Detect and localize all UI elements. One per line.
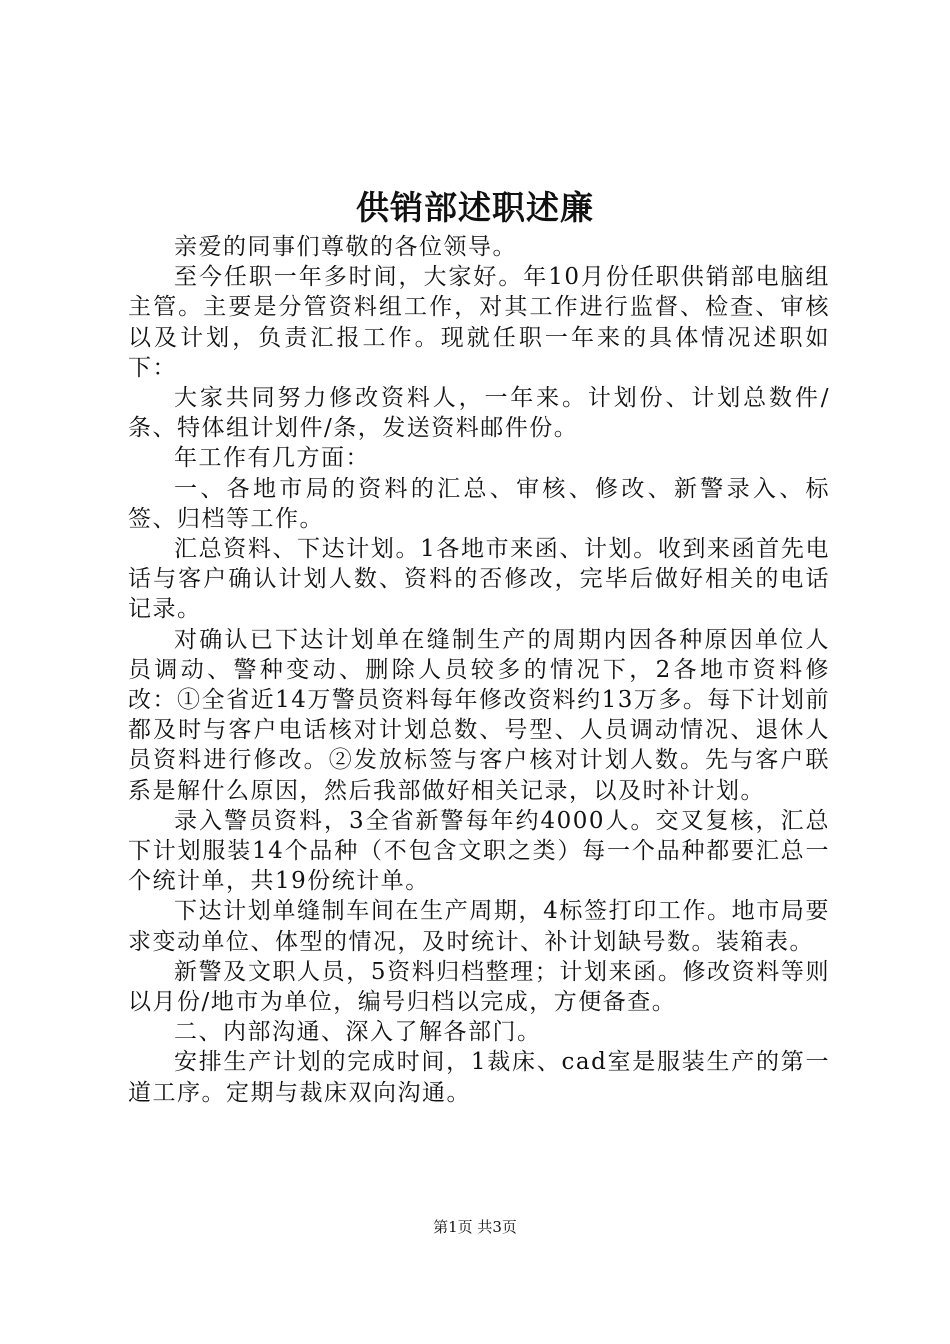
paragraph: 汇总资料、下达计划。1各地市来函、计划。收到来函首先电话与客户确认计划人数、资料的否修改，完毕后做好相关的电话记录。 bbox=[128, 536, 830, 623]
paragraph: 下达计划单缝制车间在生产周期，4标签打印工作。地市局要求变动单位、体型的情况，及时统计、补计划缺号数。装箱表。 bbox=[128, 898, 830, 955]
document-body bbox=[128, 232, 830, 1108]
paragraph: 年工作有几方面： bbox=[174, 445, 370, 472]
paragraph: 录入警员资料，3全省新警每年约4000人。交叉复核，汇总下计划服装14个品种（不包含文职之类）每一个品种都要汇总一个统计单，共19份统计单。 bbox=[128, 807, 830, 895]
paragraph: 大家共同努力修改资料人，一年来。计划份、计划总数件/条、特体组计划件/条，发送资料邮件份。 bbox=[128, 385, 830, 442]
paragraph: 亲爱的同事们尊敬的各位领导。 bbox=[174, 234, 517, 260]
paragraph: 二、内部沟通、深入了解各部门。 bbox=[174, 1019, 542, 1046]
paragraph: 对确认已下达计划单在缝制生产的周期内因各种原因单位人员调动、警种变动、删除人员较多的情况下，2各地市资料修改：①全省近14万警员资料每年修改资料约13万多。每下计划前都及时与客户电话核对计划总数、号型、人员调动情况、退休人员资料进行修改。②发放标签与客户核对计划人数。先与客户联系是解什么原因，然后我部做好相关记录，以及时补计划。 bbox=[128, 626, 830, 804]
paragraph: 一、各地市局的资料的汇总、审核、修改、新警录入、标签、归档等工作。 bbox=[128, 475, 830, 532]
page-number-footer: 第1页 共3页 bbox=[433, 1218, 517, 1236]
paragraph: 安排生产计划的完成时间，1裁床、cad室是服装生产的第一道工序。定期与裁床双向沟通。 bbox=[128, 1049, 830, 1106]
paragraph: 新警及文职人员，5资料归档整理；计划来函。修改资料等则以月份/地市为单位，编号归档以完成，方便备查。 bbox=[128, 958, 830, 1016]
paragraph: 至今任职一年多时间，大家好。年10月份任职供销部电脑组主管。主要是分管资料组工作，对其工作进行监督、检查、审核以及计划，负责汇报工作。现就任职一年来的具体情况述职如下： bbox=[128, 264, 830, 381]
document-title: 供销部述职述廉 bbox=[356, 188, 594, 227]
